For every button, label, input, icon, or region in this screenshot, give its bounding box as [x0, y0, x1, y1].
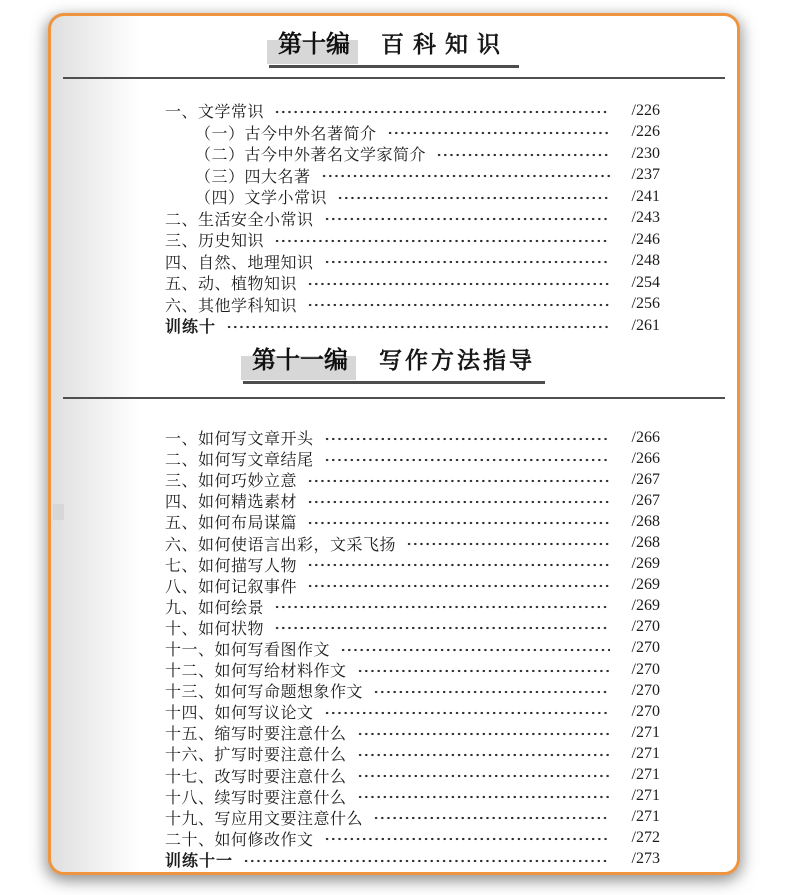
dot-leader	[274, 617, 610, 638]
toc-entry	[165, 229, 660, 251]
dot-leader	[321, 165, 610, 187]
dot-leader	[307, 575, 610, 596]
toc-entry-page-number: /270	[631, 702, 660, 720]
toc-entry	[165, 511, 660, 532]
dot-leader	[324, 701, 610, 722]
toc-entry-page-number: /271	[631, 787, 660, 805]
toc-entry-label: 六、其他学科知识	[165, 297, 298, 315]
dot-leader	[307, 490, 610, 511]
scan-artifact	[53, 504, 64, 520]
toc-entry-page-number: /237	[631, 166, 660, 184]
toc-entry-page-number: /248	[631, 252, 660, 270]
toc-entry	[165, 208, 660, 230]
toc-entry	[165, 659, 660, 680]
toc-entry-page-number: /226	[631, 123, 660, 141]
toc-entry-label: （三）四大名著	[195, 168, 311, 186]
toc-entry	[165, 469, 660, 490]
dot-leader	[387, 122, 610, 144]
toc-entry-page-number: /266	[631, 428, 660, 446]
section-11-number	[247, 348, 353, 374]
toc-entry-label: 九、如何绘景	[165, 599, 265, 617]
toc-entry	[165, 722, 660, 743]
toc-entry-label: 八、如何记叙事件	[165, 578, 298, 596]
toc-entry	[165, 849, 660, 870]
toc-entry-label: 二十、如何修改作文	[165, 831, 314, 849]
toc-entry	[165, 532, 660, 553]
horizontal-rule	[63, 77, 725, 79]
dot-leader	[324, 448, 610, 469]
toc-entry	[165, 680, 660, 701]
toc-entry	[165, 490, 660, 511]
toc-entry-label: 六、如何使语言出彩，文采飞扬	[165, 536, 397, 554]
section-10-title	[51, 32, 737, 68]
toc-entry	[165, 186, 660, 208]
toc-entry-page-number: /272	[631, 829, 660, 847]
page-gutter-shading	[51, 16, 139, 872]
toc-entry-label: （一）古今中外名著简介	[195, 125, 377, 143]
toc-entry-page-number: /226	[631, 101, 660, 119]
toc-entry-label: 训练十	[165, 319, 217, 337]
toc-entry-label: 二、生活安全小常识	[165, 211, 314, 229]
toc-entry-label: 训练十一	[165, 852, 234, 870]
section-11-title	[51, 348, 737, 384]
toc-entry-label: 十一、如何写看图作文	[165, 641, 331, 659]
toc-entry-page-number: /273	[631, 850, 660, 868]
toc-list-section-10	[165, 100, 660, 337]
dot-leader	[324, 427, 610, 448]
toc-entry-label: 一、文学常识	[165, 104, 265, 122]
toc-entry-label: 十二、如何写给材料作文	[165, 663, 347, 681]
toc-entry	[165, 427, 660, 448]
toc-entry-page-number: /246	[631, 230, 660, 248]
page-content-area	[51, 16, 737, 872]
dot-leader	[357, 786, 610, 807]
toc-entry-label: 四、自然、地理知识	[165, 254, 314, 272]
toc-entry-page-number: /271	[631, 744, 660, 762]
horizontal-rule	[63, 397, 725, 399]
section-10-title-underline	[269, 32, 519, 68]
toc-entry-label: 十五、缩写时要注意什么	[165, 726, 347, 744]
toc-entry-label: 七、如何描写人物	[165, 557, 298, 575]
toc-entry	[165, 315, 660, 337]
dot-leader	[436, 143, 610, 165]
dot-leader	[357, 765, 610, 786]
dot-leader	[243, 849, 610, 870]
toc-entry-label: 十八、续写时要注意什么	[165, 789, 347, 807]
dot-leader	[226, 315, 610, 337]
toc-entry	[165, 743, 660, 764]
toc-entry-label: 二、如何写文章结尾	[165, 452, 314, 470]
toc-entry	[165, 251, 660, 273]
toc-entry	[165, 786, 660, 807]
dot-leader	[307, 469, 610, 490]
toc-entry-page-number: /269	[631, 555, 660, 573]
toc-entry	[165, 294, 660, 316]
toc-entry	[165, 807, 660, 828]
toc-entry	[165, 617, 660, 638]
toc-entry-page-number: /267	[631, 470, 660, 488]
dot-leader	[307, 554, 610, 575]
toc-entry-label: 三、历史知识	[165, 233, 265, 251]
toc-entry-label: 十九、写应用文要注意什么	[165, 810, 364, 828]
toc-entry-page-number: /261	[631, 316, 660, 334]
toc-entry-page-number: /266	[631, 449, 660, 467]
dot-leader	[357, 722, 610, 743]
toc-entry	[165, 100, 660, 122]
dot-leader	[324, 828, 610, 849]
toc-entry	[165, 828, 660, 849]
toc-entry	[165, 701, 660, 722]
section-10-number-text: 第十编	[278, 31, 350, 58]
toc-entry	[165, 143, 660, 165]
toc-entry	[165, 596, 660, 617]
toc-entry	[165, 638, 660, 659]
dot-leader	[307, 272, 610, 294]
toc-entry-page-number: /268	[631, 534, 660, 552]
dot-leader	[357, 743, 610, 764]
toc-list-section-11	[165, 427, 660, 870]
section-11-number-text: 第十一编	[252, 347, 348, 374]
toc-entry-page-number: /267	[631, 491, 660, 509]
toc-entry-page-number: /241	[631, 187, 660, 205]
dot-leader	[406, 532, 610, 553]
section-10-number	[273, 32, 355, 58]
toc-entry-label: 五、动、植物知识	[165, 276, 298, 294]
toc-entry-page-number: /269	[631, 597, 660, 615]
toc-entry-label: 五、如何布局谋篇	[165, 515, 298, 533]
toc-entry-page-number: /270	[631, 681, 660, 699]
scan-artifact	[53, 522, 62, 529]
dot-leader	[307, 294, 610, 316]
toc-entry-page-number: /268	[631, 512, 660, 530]
toc-entry-label: （二）古今中外著名文学家简介	[195, 147, 427, 165]
dot-leader	[373, 807, 610, 828]
dot-leader	[337, 186, 610, 208]
toc-entry-label: 十四、如何写议论文	[165, 705, 314, 723]
dot-leader	[373, 680, 610, 701]
toc-entry-page-number: /270	[631, 639, 660, 657]
dot-leader	[324, 251, 610, 273]
toc-entry-page-number: /256	[631, 295, 660, 313]
toc-entry	[165, 448, 660, 469]
dot-leader	[307, 511, 610, 532]
dot-leader	[357, 659, 610, 680]
book-page-card	[48, 13, 740, 875]
toc-entry-label: （四）文学小常识	[195, 190, 328, 208]
toc-entry-label: 一、如何写文章开头	[165, 431, 314, 449]
dot-leader	[274, 229, 610, 251]
toc-entry	[165, 272, 660, 294]
toc-entry-page-number: /271	[631, 766, 660, 784]
toc-entry-label: 十三、如何写命题想象作文	[165, 684, 364, 702]
section-11-title-text: 写作方法指导	[379, 348, 535, 373]
toc-entry-page-number: /271	[631, 808, 660, 826]
toc-entry-label: 四、如何精选素材	[165, 494, 298, 512]
toc-entry-label: 三、如何巧妙立意	[165, 473, 298, 491]
dot-leader	[324, 208, 610, 230]
toc-entry-page-number: /271	[631, 723, 660, 741]
toc-entry-label: 十、如何状物	[165, 620, 265, 638]
section-11-title-underline	[243, 348, 545, 384]
toc-entry-page-number: /270	[631, 618, 660, 636]
toc-entry	[165, 765, 660, 786]
toc-entry-page-number: /243	[631, 209, 660, 227]
toc-entry	[165, 554, 660, 575]
toc-entry	[165, 122, 660, 144]
dot-leader	[340, 638, 610, 659]
toc-entry-label: 十七、改写时要注意什么	[165, 768, 347, 786]
toc-entry-page-number: /230	[631, 144, 660, 162]
section-10-title-text: 百科知识	[381, 32, 509, 57]
toc-entry	[165, 575, 660, 596]
dot-leader	[274, 596, 610, 617]
toc-entry-page-number: /269	[631, 576, 660, 594]
toc-entry-page-number: /270	[631, 660, 660, 678]
toc-entry-label: 十六、扩写时要注意什么	[165, 747, 347, 765]
toc-entry-page-number: /254	[631, 273, 660, 291]
toc-entry	[165, 165, 660, 187]
dot-leader	[274, 100, 610, 122]
